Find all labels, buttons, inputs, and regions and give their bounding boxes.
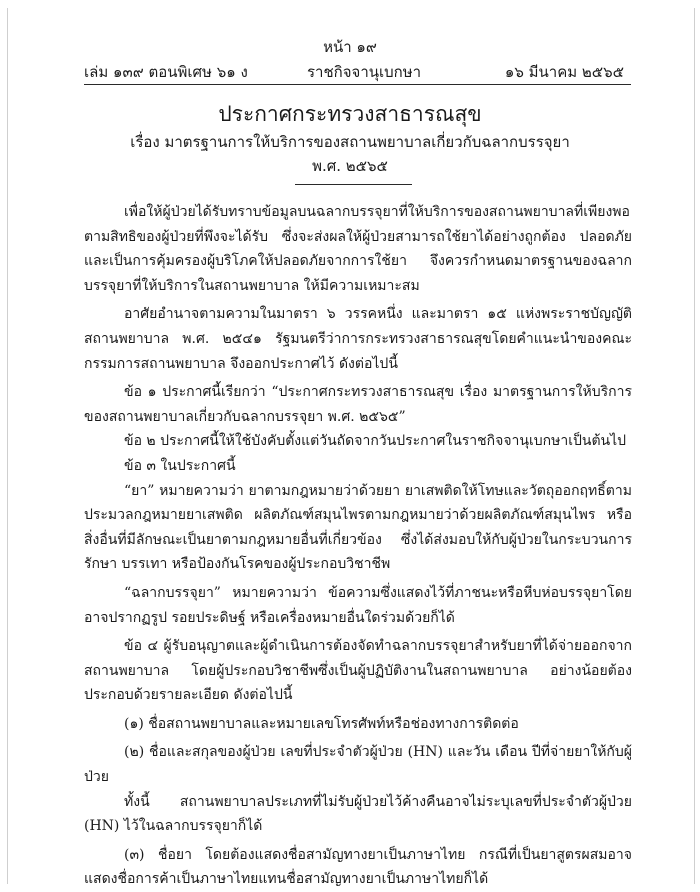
header-divider [84, 84, 631, 85]
volume-info: เล่ม ๑๓๙ ตอนพิเศษ ๖๑ ง [84, 63, 248, 81]
item-2-note: ทั้งนี้ สถานพยาบาลประเภทที่ไม่รับผู้ป่วยไว้ค้างคืนอาจไม่ระบุเลขที่ประจำตัวผู้ป่วย (HN) ไว้ในฉลากบรรจุยาก็ได้ [84, 793, 632, 835]
item-3: (๓) ชื่อยา โดยต้องแสดงชื่อสามัญทางยาเป็นภาษาไทย กรณีที่เป็นยาสูตรผสมอาจแสดงชื่อการค้าเป็นภาษาไทยแทนชื่อสามัญทางยาเป็นภาษาไทยก็ได้ [84, 846, 632, 888]
clause-4: ข้อ ๔ ผู้รับอนุญาตและผู้ดำเนินการต้องจัดทำฉลากบรรจุยาสำหรับยาที่ได้จ่ายออกจากสถานพยาบาล โดยผู้ประกอบวิชาชีพซึ่งเป็นผู้ปฏิบัติงานในสถานพยาบาล อย่างน้อยต้องประกอบด้วยรายละเอียด ดังต่อไปนี้ [84, 638, 632, 704]
document-body [84, 200, 632, 892]
clause-2: ข้อ ๒ ประกาศนี้ให้ใช้บังคับตั้งแต่วันถัดจากวันประกาศในราชกิจจานุเบกษาเป็นต้นไป [124, 433, 627, 450]
paragraph-preamble: เพื่อให้ผู้ป่วยได้รับทราบข้อมูลบนฉลากบรรจุยาที่ให้บริการของสถานพยาบาลที่เพียงพอตามสิทธิของผู้ป่วยที่พึงจะได้รับ ซึ่งจะส่งผลให้ผู้ป่วยสามารถใช้ยาได้อย่างถูกต้อง ปลอดภัย และเป็นการคุ้มครองผู้บริโภคให้ปลอดภัยจากการใช้ยา จึงควรกำหนดมาตรฐานของฉลากบรรจุยาที่ให้บริการในสถานพยาบาล ให้มีความเหมาะสม [84, 204, 632, 294]
document-year: พ.ศ. ๒๕๖๕ [312, 157, 388, 175]
document-title: ประกาศกระทรวงสาธารณสุข [218, 102, 482, 126]
gazette-name: ราชกิจจานุเบกษา [307, 63, 422, 81]
definition-label: “ฉลากบรรจุยา” หมายความว่า ข้อความซึ่งแสดงไว้ที่ภาชนะหรือหีบห่อบรรจุยาโดยอาจปรากฏรูป รอยประดิษฐ์ หรือเครื่องหมายอื่นใดร่วมด้วยก็ได้ [84, 584, 632, 626]
item-1: (๑) ชื่อสถานพยาบาลและหมายเลขโทรศัพท์หรือช่องทางการติดต่อ [124, 715, 519, 732]
publication-date: ๑๖ มีนาคม ๒๕๖๕ [504, 63, 624, 81]
clause-3: ข้อ ๓ ในประกาศนี้ [124, 457, 236, 474]
document-subject: เรื่อง มาตรฐานการให้บริการของสถานพยาบาลเกี่ยวกับฉลากบรรจุยา [130, 133, 570, 151]
definition-drug: “ยา” หมายความว่า ยาตามกฎหมายว่าด้วยยา ยาเสพติดให้โทษและวัตถุออกฤทธิ์ตามประมวลกฎหมายยาเสพติด ผลิตภัณฑ์สมุนไพรตามกฎหมายว่าด้วยผลิตภัณฑ์สมุนไพร หรือสิ่งอื่นที่มีลักษณะเป็นยาตามกฎหมายอื่นที่เกี่ยวข้อง ซึ่งได้ส่งมอบให้กับผู้ป่วยในกระบวนการรักษา บรรเทา หรือป้องกันโรคของผู้ประกอบวิชาชีพ [84, 482, 632, 573]
paragraph-authority: อาศัยอำนาจตามความในมาตรา ๖ วรรคหนึ่ง และมาตรา ๑๕ แห่งพระราชบัญญัติสถานพยาบาล พ.ศ. ๒๕๔๑ รัฐมนตรีว่าการกระทรวงสาธารณสุขโดยคำแนะนำของคณะกรรมการสถานพยาบาล จึงออกประกาศไว้ ดังต่อไปนี้ [84, 306, 632, 372]
page-number: หน้า ๑๙ [323, 38, 377, 56]
item-2: (๒) ชื่อและสกุลของผู้ป่วย เลขที่ประจำตัวผู้ป่วย (HN) และวัน เดือน ปีที่จ่ายยาให้กับผู้ป่วย [84, 744, 632, 786]
title-block [0, 100, 700, 178]
clause-1: ข้อ ๑ ประกาศนี้เรียกว่า “ประกาศกระทรวงสาธารณสุข เรื่อง มาตรฐานการให้บริการของสถานพยาบาลเกี่ยวกับฉลากบรรจุยา พ.ศ. ๒๕๖๕” [84, 384, 632, 425]
title-divider [295, 184, 412, 185]
